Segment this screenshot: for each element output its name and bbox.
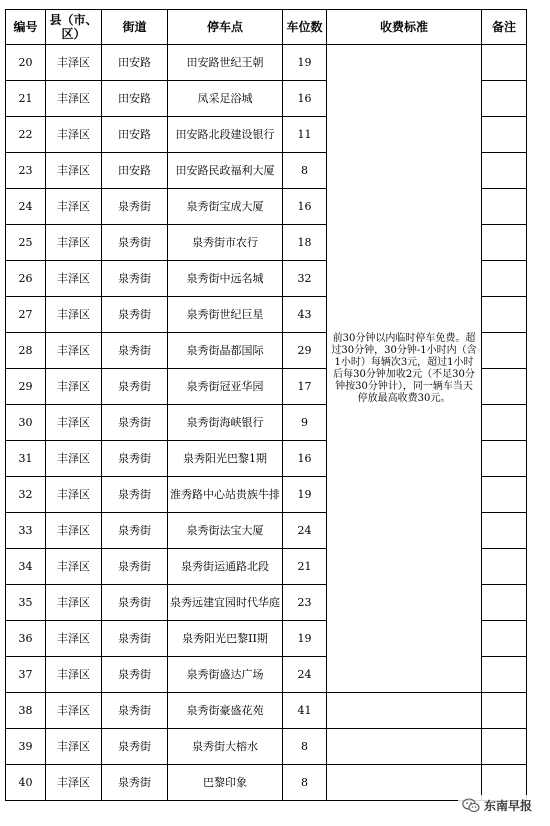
cell-district: 丰泽区 <box>46 189 102 225</box>
cell-num: 39 <box>6 729 46 765</box>
cell-district: 丰泽区 <box>46 513 102 549</box>
cell-district: 丰泽区 <box>46 549 102 585</box>
table-row <box>6 765 527 801</box>
cell-street: 泉秀街 <box>102 333 168 369</box>
cell-street: 泉秀街 <box>102 441 168 477</box>
cell-district: 丰泽区 <box>46 297 102 333</box>
cell-remark <box>482 477 527 513</box>
cell-district: 丰泽区 <box>46 117 102 153</box>
cell-district: 丰泽区 <box>46 765 102 801</box>
cell-spot: 田安路民政福利大厦 <box>168 153 283 189</box>
watermark <box>458 795 536 816</box>
cell-spot: 泉秀街宝成大厦 <box>168 189 283 225</box>
cell-num: 33 <box>6 513 46 549</box>
cell-street: 泉秀街 <box>102 729 168 765</box>
cell-spaces: 19 <box>283 45 327 81</box>
cell-remark <box>482 369 527 405</box>
cell-spaces: 16 <box>283 189 327 225</box>
cell-num: 20 <box>6 45 46 81</box>
cell-spaces: 8 <box>283 765 327 801</box>
cell-num: 34 <box>6 549 46 585</box>
cell-spaces: 21 <box>283 549 327 585</box>
cell-spaces: 29 <box>283 333 327 369</box>
cell-fee-empty <box>327 729 482 765</box>
cell-remark <box>482 117 527 153</box>
cell-num: 31 <box>6 441 46 477</box>
cell-district: 丰泽区 <box>46 225 102 261</box>
cell-spot: 泉秀远建宜园时代华庭 <box>168 585 283 621</box>
cell-remark <box>482 549 527 585</box>
cell-remark <box>482 729 527 765</box>
cell-spaces: 19 <box>283 477 327 513</box>
cell-spaces: 24 <box>283 657 327 693</box>
header-district: 县（市、区） <box>46 10 102 45</box>
cell-num: 36 <box>6 621 46 657</box>
table-row <box>6 45 527 81</box>
cell-spot: 泉秀街豪盛花苑 <box>168 693 283 729</box>
cell-spot: 泉秀街运通路北段 <box>168 549 283 585</box>
cell-spaces: 24 <box>283 513 327 549</box>
header-spot: 停车点 <box>168 10 283 45</box>
cell-num: 30 <box>6 405 46 441</box>
cell-district: 丰泽区 <box>46 45 102 81</box>
cell-spot: 泉秀街晶都国际 <box>168 333 283 369</box>
cell-street: 泉秀街 <box>102 585 168 621</box>
cell-spot: 泉秀街冠亚华园 <box>168 369 283 405</box>
cell-fee-empty <box>327 693 482 729</box>
cell-num: 40 <box>6 765 46 801</box>
cell-num: 37 <box>6 657 46 693</box>
cell-spot: 泉秀街法宝大厦 <box>168 513 283 549</box>
cell-street: 泉秀街 <box>102 225 168 261</box>
cell-spaces: 43 <box>283 297 327 333</box>
cell-street: 泉秀街 <box>102 549 168 585</box>
cell-remark <box>482 693 527 729</box>
header-fee: 收费标准 <box>327 10 482 45</box>
cell-num: 25 <box>6 225 46 261</box>
cell-num: 27 <box>6 297 46 333</box>
cell-remark <box>482 441 527 477</box>
cell-remark <box>482 297 527 333</box>
cell-spot: 田安路北段建设银行 <box>168 117 283 153</box>
cell-spaces: 11 <box>283 117 327 153</box>
cell-district: 丰泽区 <box>46 441 102 477</box>
cell-street: 泉秀街 <box>102 693 168 729</box>
cell-remark <box>482 189 527 225</box>
cell-spot: 淮秀路中心站贵族牛排 <box>168 477 283 513</box>
cell-district: 丰泽区 <box>46 333 102 369</box>
cell-remark <box>482 513 527 549</box>
cell-spaces: 8 <box>283 729 327 765</box>
cell-remark <box>482 585 527 621</box>
cell-spaces: 32 <box>283 261 327 297</box>
table-row <box>6 693 527 729</box>
cell-street: 泉秀街 <box>102 297 168 333</box>
cell-spaces: 9 <box>283 405 327 441</box>
cell-remark <box>482 621 527 657</box>
watermark-text: 东南早报 <box>483 799 532 813</box>
cell-spaces: 18 <box>283 225 327 261</box>
cell-spaces: 16 <box>283 441 327 477</box>
cell-street: 泉秀街 <box>102 657 168 693</box>
cell-remark <box>482 45 527 81</box>
cell-street: 泉秀街 <box>102 477 168 513</box>
cell-district: 丰泽区 <box>46 81 102 117</box>
cell-street: 田安路 <box>102 81 168 117</box>
cell-spaces: 16 <box>283 81 327 117</box>
cell-remark <box>482 333 527 369</box>
cell-district: 丰泽区 <box>46 405 102 441</box>
cell-fee-standard: 前30分钟以内临时停车免费。超过30分钟，30分钟-1小时内（含1小时）每辆次3元，超过1小时后每30分钟加收2元（不足30分钟按30分钟计），同一辆车当天停放最高收费30元。 <box>327 45 482 693</box>
cell-num: 32 <box>6 477 46 513</box>
cell-num: 38 <box>6 693 46 729</box>
cell-spaces: 17 <box>283 369 327 405</box>
cell-spaces: 8 <box>283 153 327 189</box>
cell-spot: 泉秀阳光巴黎1期 <box>168 441 283 477</box>
cell-spot: 巴黎印象 <box>168 765 283 801</box>
cell-spot: 泉秀街大榕水 <box>168 729 283 765</box>
cell-district: 丰泽区 <box>46 369 102 405</box>
cell-spot: 泉秀阳光巴黎II期 <box>168 621 283 657</box>
header-remark: 备注 <box>482 10 527 45</box>
cell-num: 24 <box>6 189 46 225</box>
cell-remark <box>482 81 527 117</box>
cell-spaces: 23 <box>283 585 327 621</box>
cell-street: 泉秀街 <box>102 261 168 297</box>
header-num: 编号 <box>6 10 46 45</box>
cell-remark <box>482 261 527 297</box>
cell-street: 田安路 <box>102 153 168 189</box>
cell-num: 28 <box>6 333 46 369</box>
cell-district: 丰泽区 <box>46 693 102 729</box>
cell-district: 丰泽区 <box>46 153 102 189</box>
cell-spot: 泉秀街海峡银行 <box>168 405 283 441</box>
cell-street: 泉秀街 <box>102 513 168 549</box>
cell-street: 泉秀街 <box>102 405 168 441</box>
cell-street: 田安路 <box>102 45 168 81</box>
cell-spot: 凤采足浴城 <box>168 81 283 117</box>
parking-fee-table <box>5 9 527 801</box>
cell-spot: 泉秀街中远名城 <box>168 261 283 297</box>
header-row <box>6 10 527 45</box>
cell-street: 泉秀街 <box>102 765 168 801</box>
cell-num: 23 <box>6 153 46 189</box>
cell-spot: 田安路世纪王朝 <box>168 45 283 81</box>
cell-district: 丰泽区 <box>46 729 102 765</box>
cell-num: 21 <box>6 81 46 117</box>
cell-district: 丰泽区 <box>46 585 102 621</box>
cell-district: 丰泽区 <box>46 477 102 513</box>
cell-remark <box>482 405 527 441</box>
cell-num: 26 <box>6 261 46 297</box>
header-spaces: 车位数 <box>283 10 327 45</box>
table-row <box>6 729 527 765</box>
cell-spot: 泉秀街市农行 <box>168 225 283 261</box>
cell-district: 丰泽区 <box>46 621 102 657</box>
cell-spot: 泉秀街世纪巨星 <box>168 297 283 333</box>
cell-street: 泉秀街 <box>102 621 168 657</box>
cell-spaces: 19 <box>283 621 327 657</box>
cell-street: 田安路 <box>102 117 168 153</box>
cell-num: 35 <box>6 585 46 621</box>
cell-street: 泉秀街 <box>102 369 168 405</box>
wechat-icon <box>462 798 480 813</box>
cell-remark <box>482 657 527 693</box>
cell-district: 丰泽区 <box>46 261 102 297</box>
header-street: 街道 <box>102 10 168 45</box>
cell-remark <box>482 225 527 261</box>
cell-num: 29 <box>6 369 46 405</box>
cell-spot: 泉秀街盛达广场 <box>168 657 283 693</box>
cell-remark <box>482 153 527 189</box>
cell-street: 泉秀街 <box>102 189 168 225</box>
cell-num: 22 <box>6 117 46 153</box>
cell-spaces: 41 <box>283 693 327 729</box>
cell-district: 丰泽区 <box>46 657 102 693</box>
